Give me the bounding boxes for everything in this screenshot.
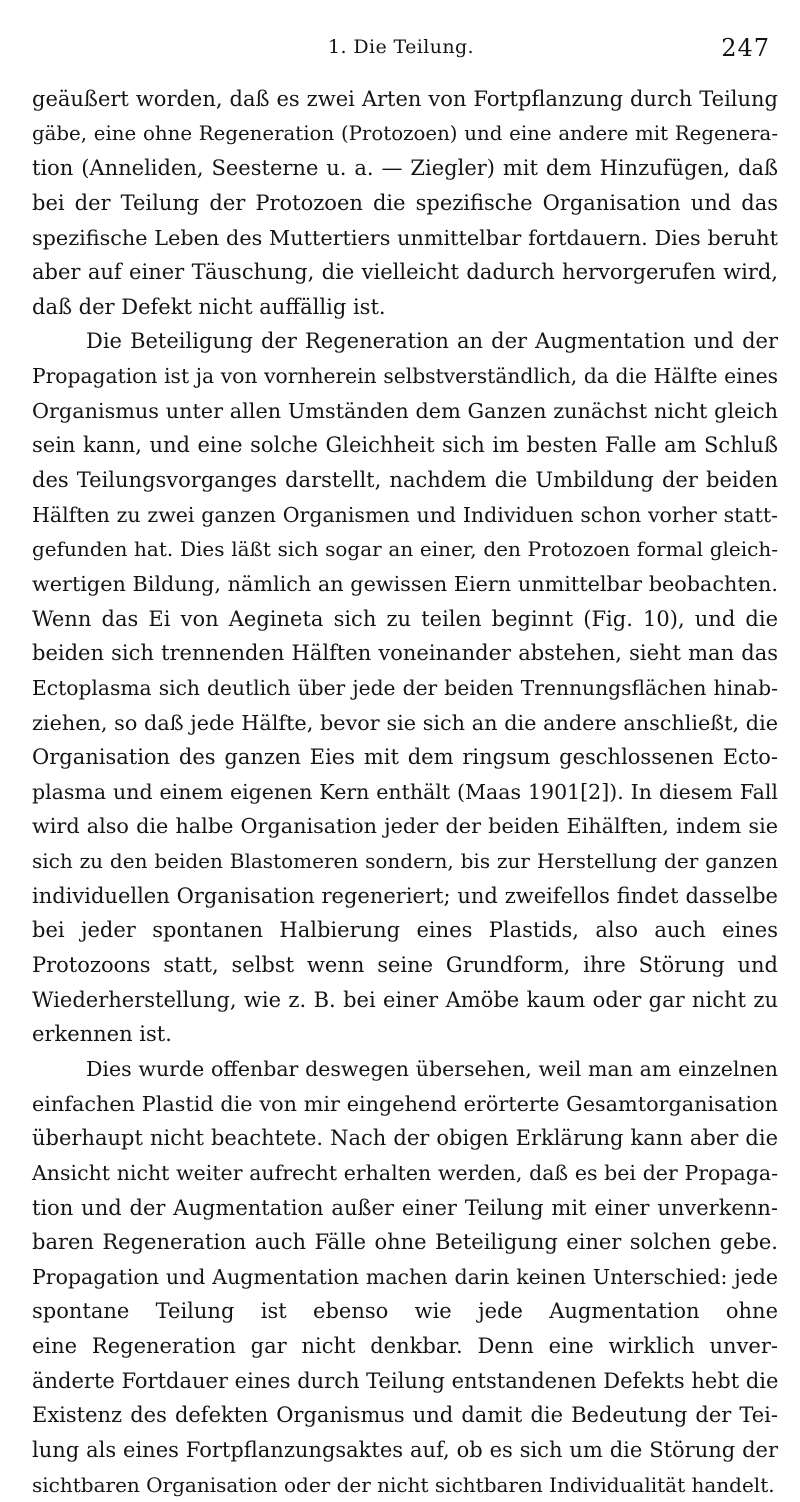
text-line: Die Beteiligung der Regeneration an der Augmentation und der — [86, 329, 778, 354]
text-line: erkennen ist. — [32, 1022, 172, 1047]
text-line: eine Regeneration gar nicht denkbar. Denn eine wirklich unver- — [32, 1334, 778, 1359]
text-line: plasma und einem eigenen Kern enthält (Maas 1901[2]). In diesem Fall — [32, 779, 778, 804]
text-line: ziehen, so daß jede Hälfte, bevor sie sich an die andere anschließt, die — [32, 710, 778, 735]
text-line: tion (Anneliden, Seesterne u. a. — Ziegler) mit dem Hinzufügen, daß — [32, 156, 778, 181]
text-line: bei der Teilung der Protozoen die spezifische Organisation und das — [32, 190, 778, 215]
text-line: einfachen Plastid die von mir eingehend erörterte Gesamtorganisation — [32, 1091, 778, 1116]
text-line: wertigen Bildung, nämlich an gewissen Eiern unmittelbar beobachten. — [32, 571, 778, 596]
running-title: 1. Die Teilung. — [327, 36, 475, 58]
body-text — [32, 82, 778, 1502]
text-line: Protozoons statt, selbst wenn seine Grundform, ihre Störung und — [32, 953, 778, 978]
text-line: Existenz des defekten Organismus und damit die Bedeutung der Tei- — [32, 1403, 778, 1428]
text-line: aber auf einer Täuschung, die vielleicht dadurch hervorgerufen wird, — [32, 260, 778, 285]
text-line: Propagation und Augmentation machen darin keinen Unterschied: jede — [32, 1264, 778, 1289]
text-line: änderte Fortdauer eines durch Teilung entstandenen Defekts hebt die — [32, 1368, 779, 1393]
text-line: bei jeder spontanen Halbierung eines Plastids, also auch eines — [32, 918, 778, 943]
text-line: sein kann, und eine solche Gleichheit sich im besten Falle am Schluß — [32, 433, 778, 458]
text-line: Ansicht nicht weiter aufrecht erhalten werden, daß es bei der Propaga- — [32, 1160, 778, 1185]
text-line: Wiederherstellung, wie z. B. bei einer Amöbe kaum oder gar nicht zu — [32, 987, 778, 1012]
text-line: Hälften zu zwei ganzen Organismen und Individuen schon vorher statt- — [32, 502, 778, 527]
text-line: Wenn das Ei von Aegineta sich zu teilen beginnt (Fig. 10), und die — [32, 606, 778, 631]
text-line: sichtbaren Organisation oder der nicht sichtbaren Individualität handelt. — [32, 1472, 775, 1497]
text-line: daß der Defekt nicht auffällig ist. — [32, 294, 386, 319]
text-line: des Teilungsvorganges darstellt, nachdem die Umbildung der beiden — [32, 468, 778, 493]
text-line: spezifische Leben des Muttertiers unmittelbar fortdauern. Dies beruht — [32, 225, 778, 250]
text-line: überhaupt nicht beachtete. Nach der obigen Erklärung kann aber die — [32, 1126, 778, 1151]
text-line: sich zu den beiden Blastomeren sondern, bis zur Herstellung der ganzen — [32, 849, 778, 874]
text-line: gäbe, eine ohne Regeneration (Protozoen) und eine andere mit Regenera- — [32, 121, 778, 145]
text-line: Dies wurde offenbar deswegen übersehen, weil man am einzelnen — [86, 1056, 778, 1081]
text-line: beiden sich trennenden Hälften voneinander abstehen, sieht man das — [32, 641, 778, 666]
text-line: individuellen Organisation regeneriert; und zweifellos findet dasselbe — [32, 883, 778, 908]
text-line: Organisation des ganzen Eies mit dem ringsum geschlossenen Ecto- — [32, 745, 778, 770]
text-line: geäußert worden, daß es zwei Arten von Fortpflanzung durch Teilung — [32, 87, 778, 111]
text-line: spontane Teilung ist ebenso wie jede Augmentation ohne — [32, 1299, 778, 1324]
text-line: Organismus unter allen Umständen dem Ganzen zunächst nicht gleich — [32, 398, 778, 423]
text-line: Propagation ist ja von vornherein selbstverständlich, da die Hälfte eines — [32, 364, 778, 389]
page-number: 247 — [721, 34, 770, 62]
text-line: baren Regeneration auch Fälle ohne Beteiligung einer solchen gebe. — [32, 1230, 778, 1255]
text-line: lung als eines Fortpflanzungsaktes auf, ob es sich um die Störung der — [32, 1437, 778, 1462]
text-line: tion und der Augmentation außer einer Teilung mit einer unverkenn- — [32, 1195, 778, 1220]
text-line: Ectoplasma sich deutlich über jede der beiden Trennungsflächen hinab- — [32, 675, 778, 700]
running-head — [32, 34, 770, 64]
text-line: wird also die halbe Organisation jeder der beiden Eihälften, indem sie — [32, 814, 778, 839]
text-line: gefunden hat. Dies läßt sich sogar an einer, den Protozoen formal gleich- — [32, 537, 778, 562]
